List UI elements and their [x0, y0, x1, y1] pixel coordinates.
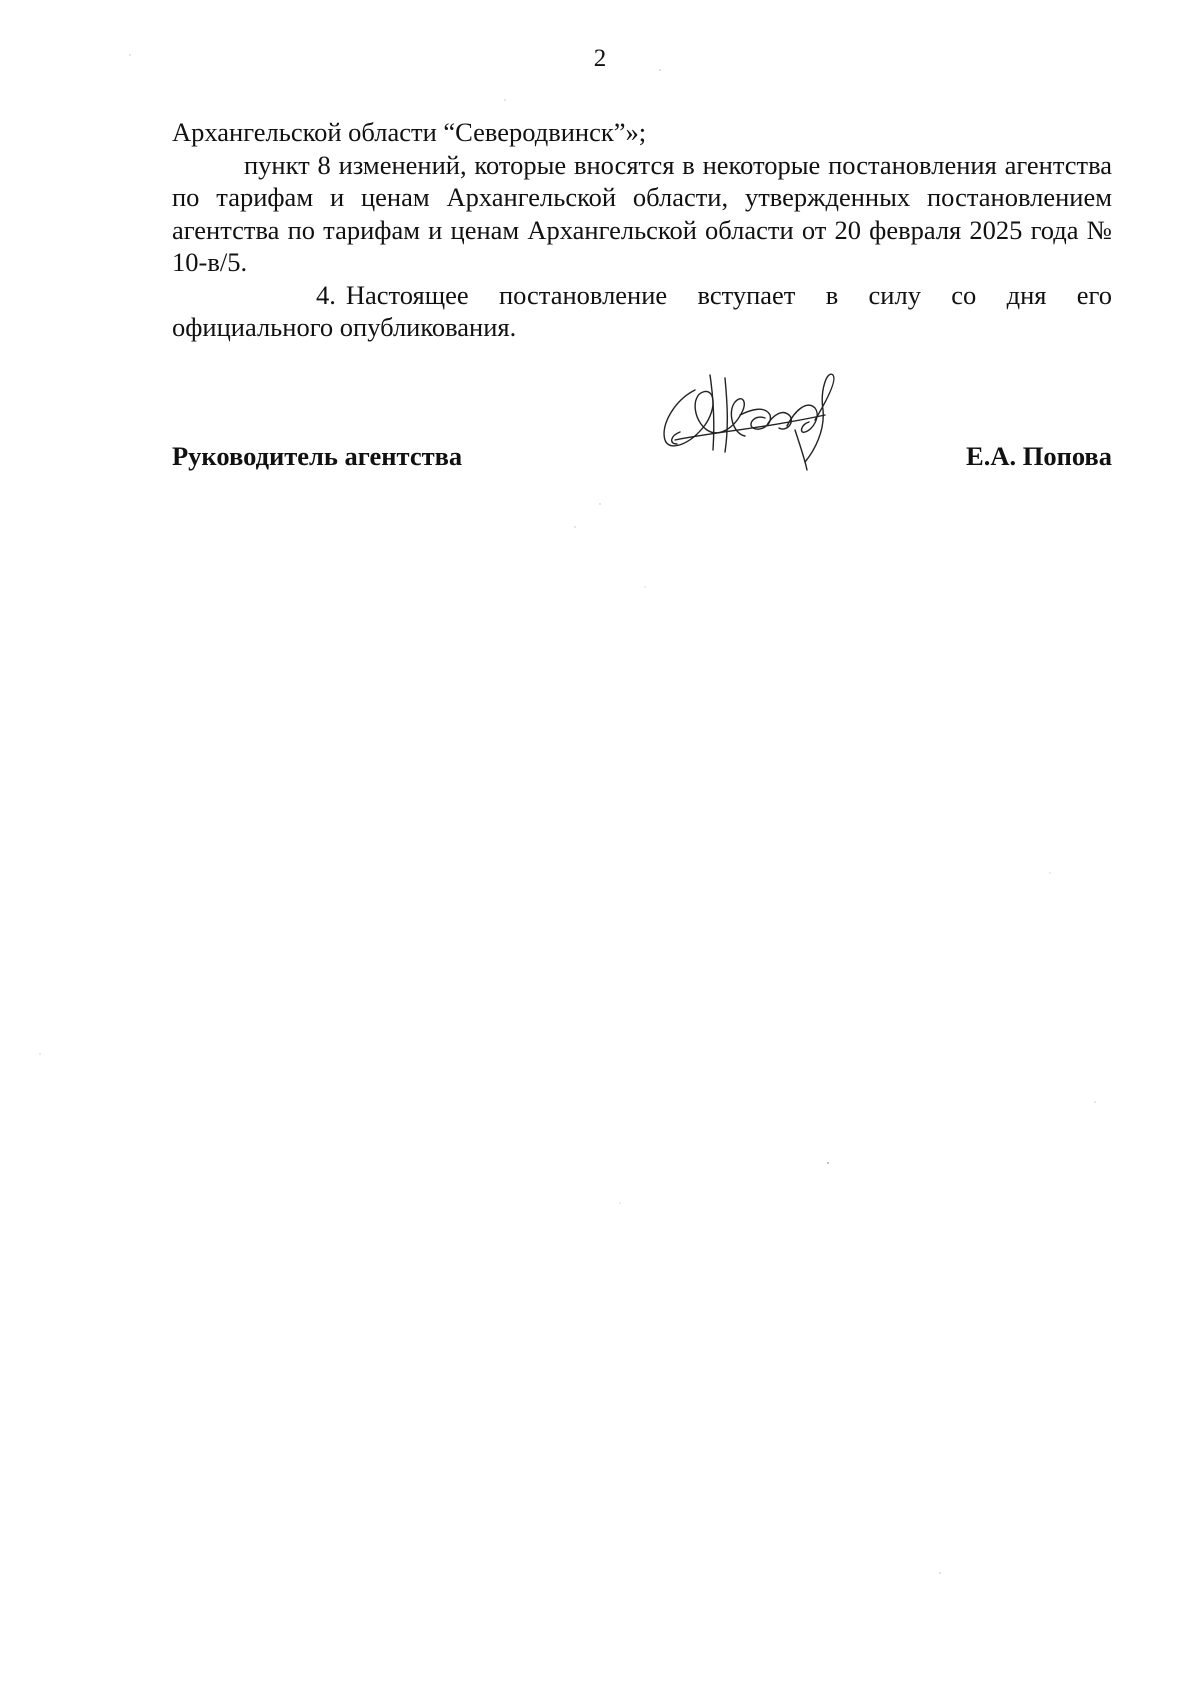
- document-body: [172, 116, 1112, 344]
- paragraph-item-8: пункт 8 изменений, которые вносятся в некоторые постановления агентства по тарифам и ценам Архангельской области, утвержденных постановлением агентства по тарифам и ценам Архангельской области от 20 февраля 2025 года № 10-в/5.: [172, 149, 1112, 277]
- signature-icon: [655, 370, 865, 480]
- signer-position: Руководитель агентства: [172, 441, 463, 471]
- signer-name: Е.А. Попова: [966, 441, 1112, 471]
- item-number: 4.: [316, 279, 336, 310]
- paragraph-continuation: Архангельской области “Северодвинск”»;: [172, 117, 647, 147]
- page-number: 2: [593, 45, 607, 72]
- item-text: Настоящее постановление вступает в силу со дня его официального опубликования.: [172, 279, 1112, 342]
- paragraph-item-4: [172, 279, 1112, 344]
